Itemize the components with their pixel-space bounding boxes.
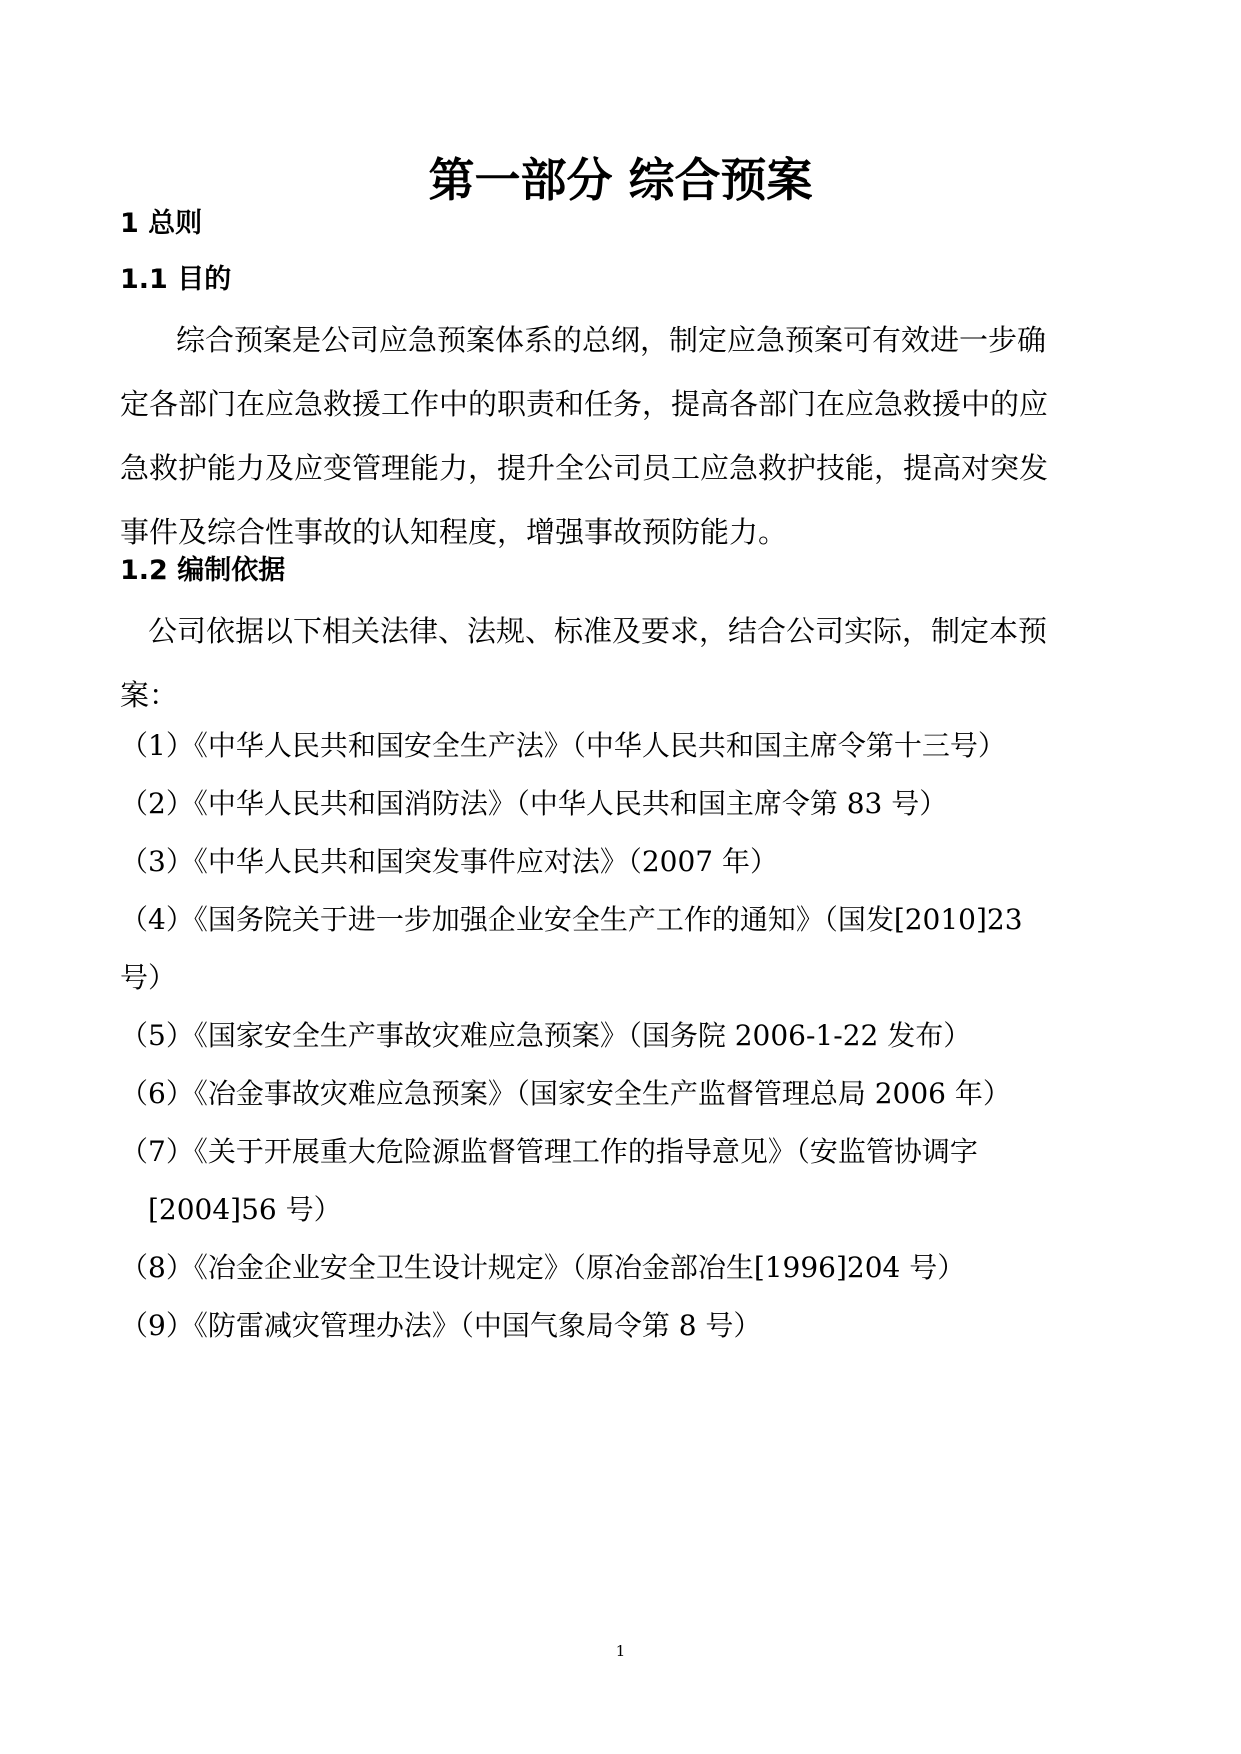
section-heading-purpose: 1.1 目的 [120, 264, 232, 295]
basis-item-2: （2）《中华人民共和国消防法》（中华人民共和国主席令第 83 号） [120, 787, 948, 820]
purpose-line-2: 定各部门在应急救援工作中的职责和任务，提高各部门在应急救援中的应 [120, 387, 1049, 421]
basis-item-3: （3）《中华人民共和国突发事件应对法》（2007 年） [120, 845, 778, 878]
purpose-line-1: 综合预案是公司应急预案体系的总纲，制定应急预案可有效进一步确 [176, 323, 1047, 357]
basis-item-8: （8）《冶金企业安全卫生设计规定》（原冶金部冶生[1996]204 号） [120, 1251, 966, 1284]
basis-item-9: （9）《防雷减灾管理办法》（中国气象局令第 8 号） [120, 1309, 762, 1342]
basis-item-1: （1）《中华人民共和国安全生产法》（中华人民共和国主席令第十三号） [120, 729, 1006, 762]
basis-intro-line-1: 公司依据以下相关法律、法规、标准及要求，结合公司实际，制定本预 [148, 614, 1048, 648]
page-title: 第一部分 综合预案 [428, 153, 813, 207]
purpose-line-4: 事件及综合性事故的认知程度，增强事故预防能力。 [120, 515, 788, 549]
basis-intro-paragraph [120, 599, 1125, 727]
basis-intro-line-2: 案： [120, 678, 179, 712]
basis-item-4: （4）《国务院关于进一步加强企业安全生产工作的通知》（国发[2010]23 [120, 903, 1023, 936]
basis-item-7-continuation: [2004]56 号） [148, 1193, 342, 1226]
section-heading-general: 1 总则 [120, 208, 203, 239]
section-heading-basis: 1.2 编制依据 [120, 555, 286, 586]
purpose-line-3: 急救护能力及应变管理能力，提升全公司员工应急救护技能，提高对突发 [120, 451, 1049, 485]
purpose-paragraph [120, 308, 1125, 564]
page-number: 1 [615, 1642, 626, 1660]
basis-item-7: （7）《关于开展重大危险源监督管理工作的指导意见》（安监管协调字 [120, 1135, 978, 1168]
basis-item-6: （6）《冶金事故灾难应急预案》（国家安全生产监督管理总局 2006 年） [120, 1077, 1011, 1110]
basis-item-5: （5）《国家安全生产事故灾难应急预案》（国务院 2006-1-22 发布） [120, 1019, 972, 1052]
basis-item-4-continuation: 号） [120, 961, 177, 994]
